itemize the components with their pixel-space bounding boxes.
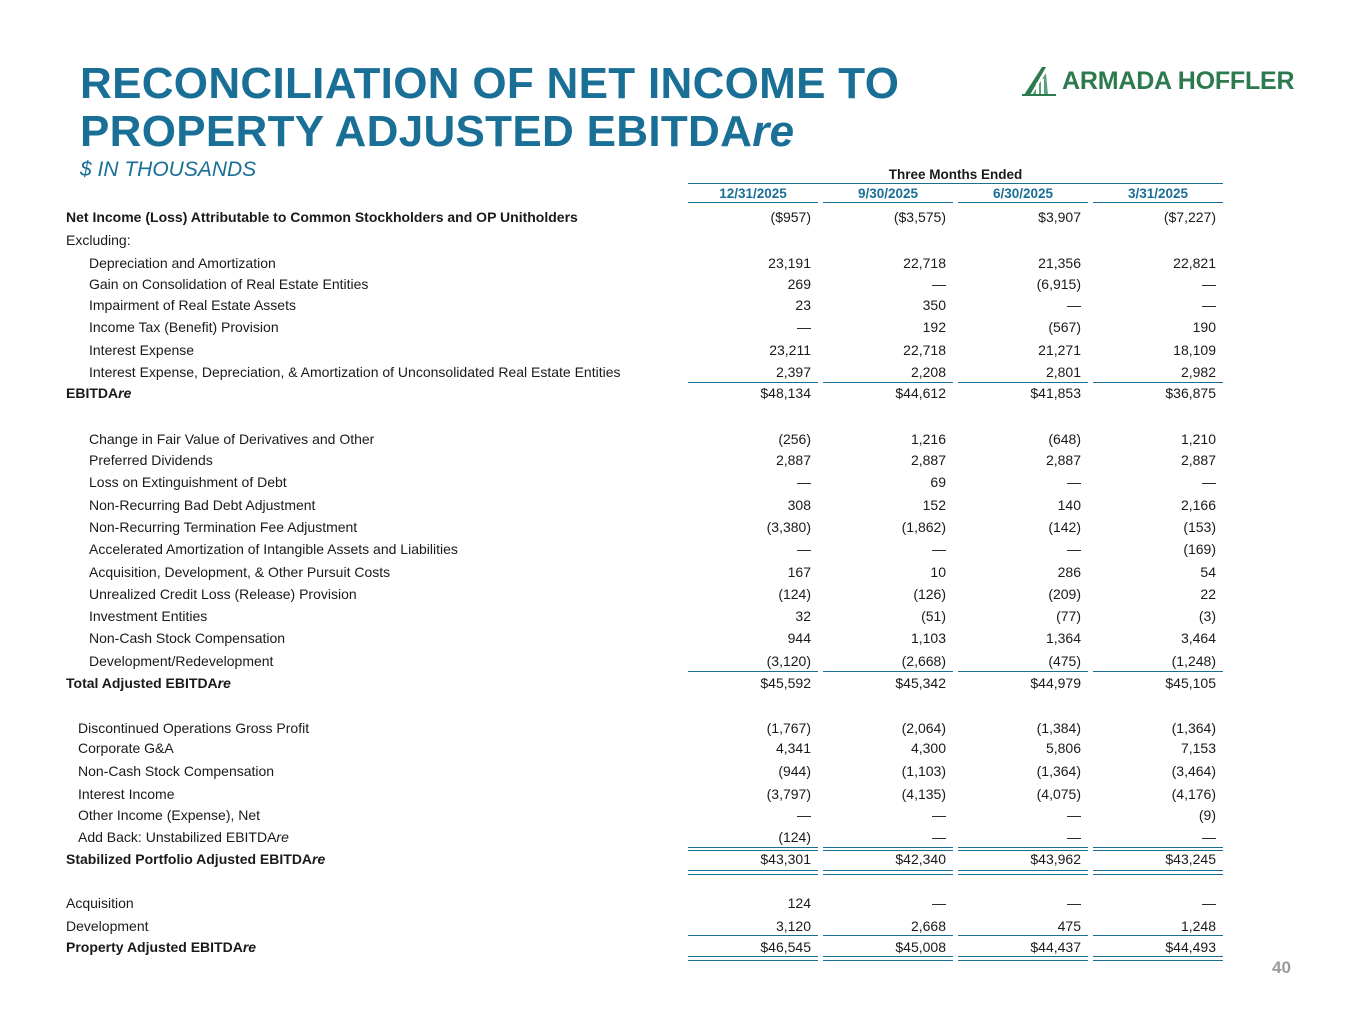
table-cell: 2,887	[1045, 452, 1081, 468]
row-label: Preferred Dividends	[89, 452, 213, 468]
table-cell: (51)	[921, 608, 946, 624]
table-cell: 2,397	[775, 364, 811, 380]
table-row	[0, 763, 1365, 781]
table-cell: (124)	[778, 829, 811, 845]
table-row	[0, 232, 1365, 250]
table-row	[0, 586, 1365, 604]
table-cell: (2,064)	[901, 720, 946, 736]
table-cell: 167	[787, 564, 811, 580]
table-cell: $3,907	[1038, 209, 1081, 225]
table-cell: 3,120	[775, 918, 811, 934]
table-cell: 3,464	[1180, 630, 1216, 646]
table-cell: 2,887	[775, 452, 811, 468]
table-cell: (2,668)	[901, 653, 946, 669]
subtotal-rule	[688, 671, 818, 672]
table-cell: 23,191	[768, 255, 811, 271]
subtotal-rule	[958, 850, 1088, 851]
total-double-rule	[688, 956, 818, 961]
page-subtitle: $ IN THOUSANDS	[80, 158, 257, 181]
table-cell: —	[1067, 807, 1081, 823]
table-cell: —	[797, 541, 811, 557]
table-cell: (475)	[1048, 653, 1081, 669]
subtotal-rule	[1093, 382, 1223, 383]
armada-hoffler-logo-icon	[1022, 65, 1056, 97]
table-cell: 23,211	[769, 342, 811, 358]
table-row	[0, 364, 1365, 382]
subtotal-rule	[958, 382, 1088, 383]
table-cell: $44,437	[1030, 939, 1081, 955]
logo-text: ARMADA HOFFLER	[1062, 66, 1295, 95]
row-label: Acquisition, Development, & Other Pursuit Costs	[89, 564, 391, 580]
table-cell: $45,105	[1165, 675, 1216, 691]
row-label: Total Adjusted EBITDAre	[66, 675, 231, 691]
table-cell: 7,153	[1180, 740, 1216, 756]
table-cell: —	[1202, 297, 1216, 313]
row-label: Income Tax (Benefit) Provision	[89, 319, 279, 335]
table-cell: 475	[1057, 918, 1081, 934]
table-row	[0, 209, 1365, 227]
subtotal-rule	[688, 382, 818, 383]
table-cell: (1,364)	[1036, 763, 1081, 779]
subtotal-rule	[823, 847, 953, 848]
table-row	[0, 255, 1365, 273]
table-cell: 124	[787, 895, 811, 911]
total-double-rule	[958, 870, 1088, 875]
table-cell: (126)	[913, 586, 946, 602]
subtotal-rule	[688, 847, 818, 848]
row-label: Non-Recurring Termination Fee Adjustment	[89, 519, 358, 535]
table-row	[0, 564, 1365, 582]
row-label: Accelerated Amortization of Intangible Assets and Liabilities	[89, 541, 458, 557]
row-label: Investment Entities	[89, 608, 208, 624]
column-header-3: 6/30/2025	[958, 186, 1088, 203]
table-row	[0, 541, 1365, 559]
page-title-line-2: PROPERTY ADJUSTED EBITDAre	[80, 107, 795, 156]
table-cell: 69	[930, 474, 946, 490]
table-cell: (1,384)	[1036, 720, 1081, 736]
table-row	[0, 385, 1365, 403]
table-cell: —	[797, 319, 811, 335]
row-label: Discontinued Operations Gross Profit	[78, 720, 310, 736]
table-cell: —	[797, 807, 811, 823]
table-cell: 5,806	[1045, 740, 1081, 756]
table-row	[0, 630, 1365, 648]
table-cell: 2,801	[1045, 364, 1081, 380]
total-double-rule	[958, 956, 1088, 961]
table-row	[0, 276, 1365, 294]
page-title-line-1: RECONCILIATION OF NET INCOME TO	[80, 59, 900, 108]
table-cell: $43,245	[1165, 851, 1216, 867]
table-row	[0, 720, 1365, 738]
table-cell: 21,271	[1038, 342, 1081, 358]
table-cell: 192	[922, 319, 946, 335]
subtotal-rule	[823, 935, 953, 936]
table-row	[0, 519, 1365, 537]
table-cell: 2,166	[1180, 497, 1216, 513]
table-row	[0, 807, 1365, 825]
table-cell: —	[1202, 474, 1216, 490]
total-double-rule	[823, 956, 953, 961]
table-row	[0, 319, 1365, 337]
table-row	[0, 497, 1365, 515]
table-row	[0, 608, 1365, 626]
table-cell: (567)	[1048, 319, 1081, 335]
table-cell: —	[1067, 474, 1081, 490]
row-label: Non-Cash Stock Compensation	[89, 630, 286, 646]
table-cell: $44,493	[1165, 939, 1216, 955]
table-cell: 32	[795, 608, 811, 624]
table-row	[0, 829, 1365, 847]
table-cell: $43,301	[760, 851, 811, 867]
table-cell: 22,718	[903, 255, 946, 271]
subtotal-rule	[823, 850, 953, 851]
table-cell: 350	[922, 297, 946, 313]
table-cell: (9)	[1198, 807, 1216, 823]
table-cell: 22,821	[1173, 255, 1216, 271]
table-cell: (3,120)	[766, 653, 811, 669]
subtotal-rule	[958, 847, 1088, 848]
table-cell: (3)	[1198, 608, 1216, 624]
table-cell: (124)	[778, 586, 811, 602]
table-cell: (944)	[778, 763, 811, 779]
row-label: Interest Expense, Depreciation, & Amortization of Unconsolidated Real Estate Entities	[89, 364, 621, 380]
row-label: Unrealized Credit Loss (Release) Provision	[89, 586, 357, 602]
table-cell: 286	[1057, 564, 1081, 580]
table-cell: —	[1067, 297, 1081, 313]
table-cell: 1,364	[1045, 630, 1081, 646]
table-cell: (1,767)	[766, 720, 811, 736]
row-label: Gain on Consolidation of Real Estate Entities	[89, 276, 369, 292]
period-header: Three Months Ended	[688, 167, 1223, 184]
table-cell: 21,356	[1038, 255, 1081, 271]
row-label: Other Income (Expense), Net	[78, 807, 261, 823]
table-cell: (3,464)	[1171, 763, 1216, 779]
table-cell: ($7,227)	[1163, 209, 1216, 225]
table-cell: $46,545	[760, 939, 811, 955]
row-label: Loss on Extinguishment of Debt	[89, 474, 287, 490]
page-number: 40	[1272, 958, 1291, 977]
table-cell: 10	[930, 564, 946, 580]
table-cell: (4,176)	[1171, 786, 1216, 802]
row-label: Net Income (Loss) Attributable to Common Stockholders and OP Unitholders	[66, 209, 578, 225]
table-cell: (169)	[1183, 541, 1216, 557]
table-cell: 190	[1192, 319, 1216, 335]
row-label: Development/Redevelopment	[89, 653, 274, 669]
table-cell: (77)	[1056, 608, 1081, 624]
table-cell: $45,008	[895, 939, 946, 955]
table-cell: 308	[787, 497, 811, 513]
column-header-2: 9/30/2025	[823, 186, 953, 203]
table-cell: 1,248	[1180, 918, 1216, 934]
column-header-4: 3/31/2025	[1093, 186, 1223, 203]
company-logo	[1022, 64, 1294, 98]
table-cell: —	[1067, 829, 1081, 845]
row-label: Change in Fair Value of Derivatives and Other	[89, 431, 375, 447]
table-cell: 2,208	[910, 364, 946, 380]
table-cell: $45,592	[760, 675, 811, 691]
table-row	[0, 297, 1365, 315]
table-row	[0, 786, 1365, 804]
table-row	[0, 939, 1365, 957]
table-cell: (4,135)	[901, 786, 946, 802]
row-label: EBITDAre	[66, 385, 132, 401]
table-cell: (1,103)	[901, 763, 946, 779]
row-label: Interest Income	[78, 786, 175, 802]
table-cell: 4,300	[910, 740, 946, 756]
total-double-rule	[1093, 870, 1223, 875]
table-cell: 269	[787, 276, 811, 292]
table-cell: ($957)	[770, 209, 811, 225]
subtotal-rule	[1093, 850, 1223, 851]
table-cell: —	[1202, 895, 1216, 911]
table-cell: —	[797, 474, 811, 490]
table-cell: (648)	[1048, 431, 1081, 447]
table-cell: ($3,575)	[893, 209, 946, 225]
row-label: Depreciation and Amortization	[89, 255, 276, 271]
table-cell: —	[932, 541, 946, 557]
subtotal-rule	[823, 671, 953, 672]
table-cell: $42,340	[895, 851, 946, 867]
row-label: Add Back: Unstabilized EBITDAre	[78, 829, 289, 845]
row-label: Property Adjusted EBITDAre	[66, 939, 257, 955]
row-label: Impairment of Real Estate Assets	[89, 297, 296, 313]
table-row	[0, 675, 1365, 693]
row-label: Development	[66, 918, 149, 934]
row-label: Corporate G&A	[78, 740, 174, 756]
column-header-1: 12/31/2025	[688, 186, 818, 203]
table-cell: 944	[787, 630, 811, 646]
row-label: Excluding:	[66, 232, 131, 248]
table-cell: 1,103	[910, 630, 946, 646]
table-row	[0, 452, 1365, 470]
table-cell: —	[932, 276, 946, 292]
table-cell: 4,341	[775, 740, 811, 756]
total-double-rule	[1093, 956, 1223, 961]
table-cell: (142)	[1048, 519, 1081, 535]
table-cell: —	[1067, 541, 1081, 557]
subtotal-rule	[1093, 847, 1223, 848]
table-row	[0, 342, 1365, 360]
table-cell: 2,887	[910, 452, 946, 468]
table-cell: —	[932, 807, 946, 823]
table-cell: —	[1202, 276, 1216, 292]
table-cell: 2,887	[1180, 452, 1216, 468]
subtotal-rule	[1093, 935, 1223, 936]
subtotal-rule	[958, 935, 1088, 936]
subtotal-rule	[688, 935, 818, 936]
table-cell: (6,915)	[1036, 276, 1081, 292]
table-row	[0, 474, 1365, 492]
table-cell: $45,342	[895, 675, 946, 691]
table-cell: 1,210	[1180, 431, 1216, 447]
total-double-rule	[688, 870, 818, 875]
table-cell: 2,982	[1180, 364, 1216, 380]
table-cell: 23	[795, 297, 811, 313]
table-cell: (153)	[1183, 519, 1216, 535]
table-cell: —	[932, 829, 946, 845]
table-row	[0, 851, 1365, 869]
page-title	[80, 60, 899, 156]
table-cell: 1,216	[910, 431, 946, 447]
total-double-rule	[823, 870, 953, 875]
row-label: Non-Recurring Bad Debt Adjustment	[89, 497, 316, 513]
table-cell: —	[1067, 895, 1081, 911]
table-cell: $44,979	[1030, 675, 1081, 691]
subtotal-rule	[958, 671, 1088, 672]
subtotal-rule	[823, 382, 953, 383]
subtotal-rule	[688, 850, 818, 851]
table-cell: (3,797)	[766, 786, 811, 802]
table-cell: $44,612	[895, 385, 946, 401]
table-cell: (209)	[1048, 586, 1081, 602]
table-row	[0, 918, 1365, 936]
table-cell: 22,718	[903, 342, 946, 358]
table-cell: 54	[1200, 564, 1216, 580]
table-cell: (1,364)	[1171, 720, 1216, 736]
table-cell: —	[932, 895, 946, 911]
table-cell: $48,134	[760, 385, 811, 401]
row-label: Stabilized Portfolio Adjusted EBITDAre	[66, 851, 326, 867]
table-cell: (1,248)	[1171, 653, 1216, 669]
table-row	[0, 895, 1365, 913]
row-label: Non-Cash Stock Compensation	[78, 763, 275, 779]
table-cell: 2,668	[910, 918, 946, 934]
table-cell: (1,862)	[901, 519, 946, 535]
table-row	[0, 431, 1365, 449]
row-label: Acquisition	[66, 895, 134, 911]
table-cell: (4,075)	[1036, 786, 1081, 802]
table-cell: $41,853	[1030, 385, 1081, 401]
row-label: Interest Expense	[89, 342, 195, 358]
table-cell: —	[1202, 829, 1216, 845]
table-row	[0, 740, 1365, 758]
table-cell: $36,875	[1165, 385, 1216, 401]
table-cell: (3,380)	[766, 519, 811, 535]
table-cell: (256)	[778, 431, 811, 447]
table-cell: 22	[1200, 586, 1216, 602]
table-cell: 152	[922, 497, 946, 513]
table-cell: 18,109	[1173, 342, 1216, 358]
table-cell: $43,962	[1030, 851, 1081, 867]
subtotal-rule	[1093, 671, 1223, 672]
table-row	[0, 653, 1365, 671]
table-cell: 140	[1057, 497, 1081, 513]
